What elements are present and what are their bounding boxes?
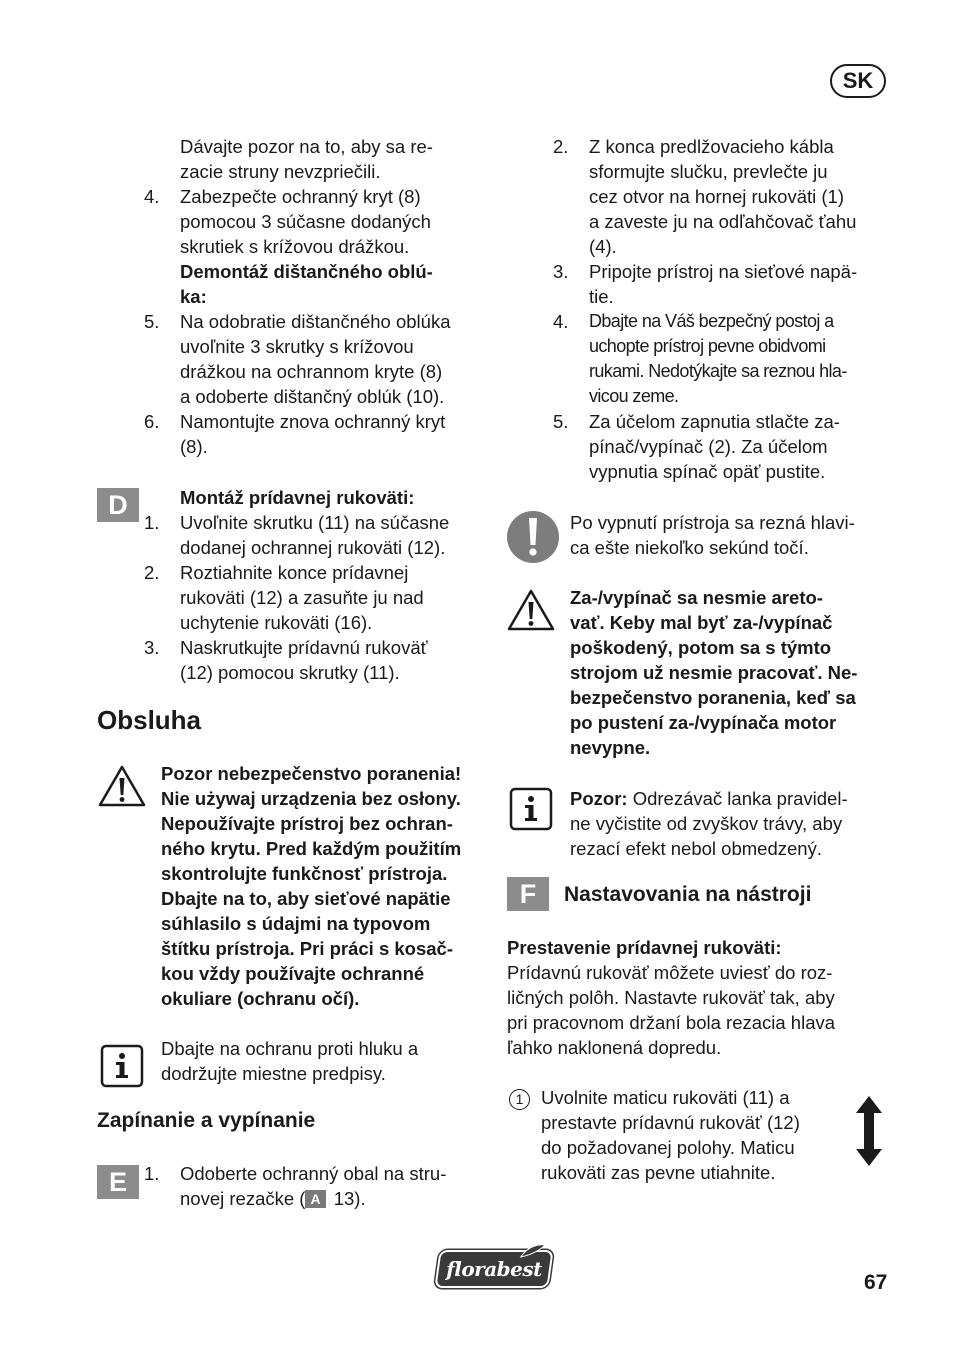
r-step-2-line-3: cez otvor na hornej rukoväti (1) (589, 186, 845, 207)
step-6-line-2: (8). (180, 436, 208, 457)
intro-line-2: zacie struny nevzpriečili. (180, 161, 381, 182)
warning-line-7: súhlasilo s údajmi na typovom (161, 913, 431, 934)
r-step-5-line-1: Za účelom zapnutia stlačte za- (589, 411, 840, 432)
warning-line-6: Dbajte na to, aby sieťové napätie (161, 888, 451, 909)
warning-line-9: kou vždy používajte ochranné (161, 963, 425, 984)
r-warning-line-3: poškodený, potom sa s týmto (570, 637, 832, 658)
warning-line-10: okuliare (ochranu očí). (161, 988, 360, 1009)
step-number: 1. (144, 1163, 160, 1184)
r-step-3-line-2: tie. (589, 286, 614, 307)
demontaz-heading-1: Demontáž dištančného oblú- (180, 261, 433, 282)
section-f-title: Nastavovania na nástroji (564, 883, 812, 906)
e-step-1-line-2 (180, 1186, 366, 1211)
pozor-label: Pozor: (570, 788, 628, 809)
step-4-line-3: skrutiek s krížovou drážkou. (180, 236, 410, 257)
e-step-1-line-2-start: novej rezačke ( (180, 1188, 306, 1209)
prestavenie-line-1: Prídavnú rukoväť môžete uviesť do roz- (507, 962, 833, 983)
step-number: 4. (553, 311, 569, 332)
note-line-2: ca ešte niekoľko sekúnd točí. (570, 537, 809, 558)
r-info-line-1 (570, 786, 848, 811)
r-step-4-line-1: Dbajte na Váš bezpečný postoj a (589, 311, 834, 331)
step-4-line-1: Zabezpečte ochranný kryt (8) (180, 186, 421, 207)
r-warning-line-5: bezpečenstvo poranenia, keď sa (570, 687, 856, 708)
r-warning-line-1: Za-/vypínač sa nesmie areto- (570, 587, 823, 608)
r-info-line-2: ne vyčistite od zvyškov trávy, aby (570, 813, 843, 834)
step-5-line-1: Na odobratie dištančného oblúka (180, 311, 451, 332)
prestavenie-line-4: ľahko naklonená dopredu. (507, 1037, 722, 1058)
warning-line-1: Pozor nebezpečenstvo poranenia! (161, 763, 462, 784)
step-number: 1. (144, 512, 160, 533)
r-step-2-line-5: (4). (589, 236, 617, 257)
brand-text: florabest (446, 1257, 542, 1281)
d-step-2-line-2: rukoväti (12) a zasuňte ju nad (180, 587, 424, 608)
prestavenie-line-2: ličných polôh. Nastavte rukoväť tak, aby (507, 987, 835, 1008)
section-d-heading: Montáž prídavnej rukoväti: (180, 487, 415, 508)
step-number: 2. (553, 136, 569, 157)
section-letter-e: E (97, 1165, 139, 1199)
florabest-logo (437, 1252, 552, 1286)
circled-step-number: 1 (509, 1089, 530, 1110)
d-step-2-line-3: uchytenie rukoväti (16). (180, 612, 373, 633)
section-letter-d: D (97, 488, 139, 522)
step-number: 3. (553, 261, 569, 282)
info-icon (100, 1044, 144, 1088)
r-step-5-line-3: vypnutia spínač opäť pustite. (589, 461, 826, 482)
d-step-3-line-2: (12) pomocou skrutky (11). (180, 662, 400, 683)
step-5-line-2: uvoľnite 3 skrutky s krížovou (180, 336, 414, 357)
r-step-2-line-2: sformujte slučku, prevlečte ju (589, 161, 828, 182)
r-step-2-line-1: Z konca predlžovacieho kábla (589, 136, 834, 157)
r-step-3-line-1: Pripojte prístroj na sieťové napä- (589, 261, 858, 282)
step-number: 5. (144, 311, 160, 332)
r-step-4-line-3: rukami. Nedotýkajte sa reznou hla- (589, 361, 847, 381)
section-title-zapinanie: Zapínanie a vypínanie (97, 1109, 316, 1132)
d-step-3-line-1: Naskrutkujte prídavnú rukoväť (180, 637, 428, 658)
step-number: 4. (144, 186, 160, 207)
leaf-icon (519, 1244, 547, 1258)
r-warning-line-4: strojom už nesmie pracovať. Ne- (570, 662, 858, 683)
prestavenie-line-3: pri pracovnom držaní bola rezacia hlava (507, 1012, 836, 1033)
language-badge: SK (830, 64, 886, 98)
r-warning-line-6: po pustení za-/vypínača motor (570, 712, 837, 733)
r-info-line-1-rest: Odrezávač lanka pravidel- (627, 788, 848, 809)
info-line-1: Dbajte na ochranu proti hluku a (161, 1038, 419, 1059)
warning-triangle-icon (98, 764, 146, 808)
step-5-line-3: drážkou na ochrannom kryte (8) (180, 361, 443, 382)
e-step-1-line-2-end: 13). (328, 1188, 366, 1209)
step-number: 6. (144, 411, 160, 432)
r-step-5-line-2: pínač/vypínač (2). Za účelom (589, 436, 828, 457)
up-down-arrow-icon (856, 1096, 882, 1166)
step-number: 2. (144, 562, 160, 583)
figure-badge: A (305, 1190, 325, 1208)
step-5-line-4: a odoberte dištančný oblúk (10). (180, 386, 445, 407)
step-number: 3. (144, 637, 160, 658)
warning-line-5: skontrolujte funkčnosť prístroja. (161, 863, 448, 884)
info-icon (509, 787, 553, 831)
page-number: 67 (864, 1271, 888, 1294)
note-line-1: Po vypnutí prístroja sa rezná hlavi- (570, 512, 855, 533)
demontaz-heading-2: ka: (180, 286, 207, 307)
r-warning-line-2: vať. Keby mal byť za-/vypínač (570, 612, 833, 633)
r-warning-line-7: nevypne. (570, 737, 651, 758)
adjust-line-3: do požadovanej polohy. Maticu (541, 1137, 795, 1158)
warning-line-8: štítku prístroja. Pri práci s kosač- (161, 938, 453, 959)
d-step-2-line-1: Roztiahnite konce prídavnej (180, 562, 409, 583)
warning-line-3: Nepoužívajte prístroj bez ochran- (161, 813, 453, 834)
warning-triangle-icon (507, 588, 555, 632)
warning-line-2: Nie używaj urządzenia bez osłony. (161, 788, 461, 809)
section-title-obsluha: Obsluha (97, 705, 202, 735)
step-6-line-1: Namontujte znova ochranný kryt (180, 411, 446, 432)
r-info-line-3: rezací efekt nebol obmedzený. (570, 838, 822, 859)
adjust-line-1: Uvolnite maticu rukoväti (11) a (541, 1087, 790, 1108)
adjust-line-2: prestavte prídavnú rukoväť (12) (541, 1112, 800, 1133)
prestavenie-heading: Prestavenie prídavnej rukoväti: (507, 937, 782, 958)
r-step-4-line-4: vicou zeme. (589, 386, 679, 406)
r-step-2-line-4: a zaveste ju na odľahčovač ťahu (589, 211, 857, 232)
section-letter-f: F (507, 877, 549, 911)
step-number: 5. (553, 411, 569, 432)
e-step-1-line-1: Odoberte ochranný obal na stru- (180, 1163, 447, 1184)
r-step-4-line-2: uchopte prístroj pevne obidvomi (589, 336, 826, 356)
intro-line-1: Dávajte pozor na to, aby sa re- (180, 136, 433, 157)
exclamation-circle-icon (506, 510, 560, 564)
d-step-1-line-2: dodanej ochrannej rukoväti (12). (180, 537, 446, 558)
d-step-1-line-1: Uvoľnite skrutku (11) na súčasne (180, 512, 450, 533)
warning-line-4: ného krytu. Pred každým použitím (161, 838, 462, 859)
step-4-line-2: pomocou 3 súčasne dodaných (180, 211, 431, 232)
adjust-line-4: rukoväti zas pevne utiahnite. (541, 1162, 776, 1183)
info-line-2: dodržujte miestne predpisy. (161, 1063, 386, 1084)
